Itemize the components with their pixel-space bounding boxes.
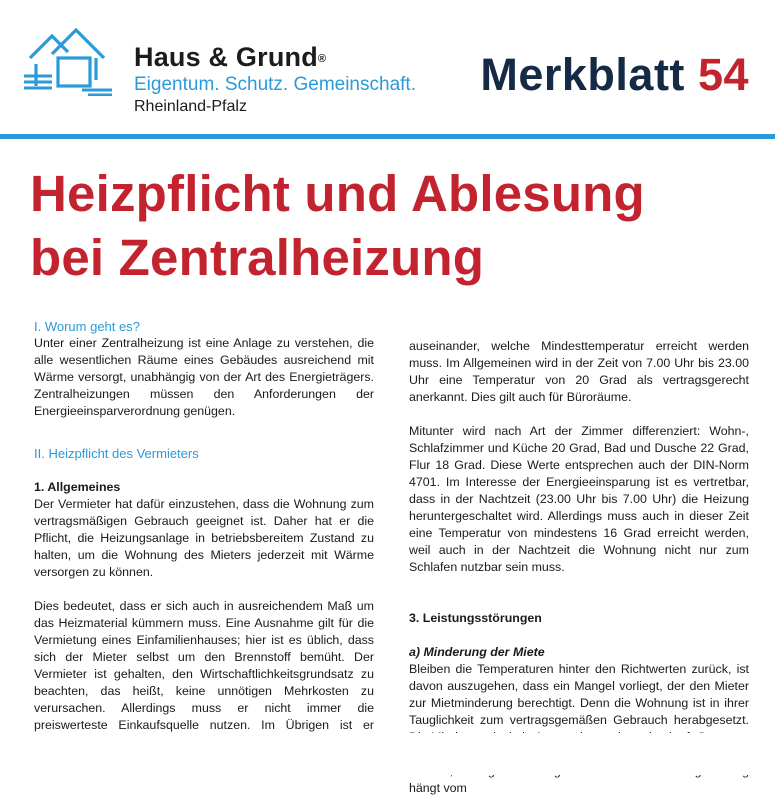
paragraph-allgemeines-1: Der Vermieter hat dafür einzustehen, dass die Wohnung zum vertragsmäßigen Gebrauch geeignet ist. Daher hat er die Pflicht, die Heizungsanlage in betriebsbereitem Zustand zu halten, um die Wohnung des Mieters jederzeit mit Wärme versorgen zu können. — [34, 497, 374, 579]
brand-region: Rheinland-Pfalz — [134, 98, 247, 111]
paragraph-allgemeines-2: Dies bedeutet, dass er sich auch in ausreichendem Maß um das Heizmaterial kümmern muss. Eine Ausnahme gilt für die Vermietung eines Einfamilienhauses; hier ist es üblich, dass sich der Mieter selbst um den Brennstoff bemüht. Der Vermieter ist gehalten, den Wirtschaftlichkeitsgrundsatz zu beachten, das heißt, keine unnötigen Mehrkosten zu verursachen. Allerdings muss er nicht immer die preiswerteste Einkaufsquelle nutzen. Im Übrigen ist er — [34, 599, 374, 732]
paragraph-worum: Unter einer Zentralheizung ist eine Anlage zu verstehen, die alle wesentlichen Räume eines Gebäudes ausreichend mit Wärme versorgt, unabhängig von der Art des Energieträgers. Zentralheizungen müssen den Anforderungen der Energieeinsparverordnung genügen. — [34, 336, 374, 418]
title-line-2: bei Zentralheizung — [30, 229, 485, 286]
paragraph-zimmer: Mitunter wird nach Art der Zimmer differenziert: Wohn-, Schlafzimmer und Küche 20 Grad, Bad und Dusche 22 Grad, Flur 18 Grad. Diese Werte entsprechen auch der DIN-Norm 4701. Im Interesse der Energieeinsparung ist es vertretbar, dass in der Nachtzeit (23.00 Uhr bis 7.00 Uhr) die Heizung heruntergeschaltet wird. Allerdings muss auch in dieser Zeit eine Temperatur von mindestens 16 Grad erreicht werden, weil auch in der Nachtzeit die Wohnung nicht nur zum Schlafen nutzbar sein muss. — [409, 424, 749, 574]
paragraph-minderung: Bleiben die Temperaturen hinter den Richtwerten zurück, ist davon auszugehen, dass ein Mangel vorliegt, der den Mieter zur Mietminderung berechtigt. Denn die Wohnung ist in ihrer Tauglichkeit zum vertragsgemäßen Gebrauch herabgesetzt. hängt vom — [409, 662, 749, 795]
brand-name — [134, 42, 416, 72]
brand-tagline: Eigentum. Schutz. Gemeinschaft. — [134, 74, 416, 95]
merkblatt-word: Merkblatt — [480, 49, 685, 100]
header-divider — [0, 134, 775, 139]
house-icon — [22, 24, 114, 96]
subheading-leistungsstoerungen: 3. Leistungsstörungen — [409, 611, 542, 625]
page-header — [0, 0, 775, 140]
page-crop-edge — [0, 733, 775, 775]
left-column — [34, 318, 374, 768]
section-heading-worum: I. Worum geht es? — [34, 319, 140, 334]
subheading-minderung: a) Minderung der Miete — [409, 645, 545, 659]
merkblatt-label — [480, 50, 749, 100]
brand-block — [134, 42, 416, 111]
right-column — [409, 338, 749, 797]
brand-name-text: Haus & Grund — [134, 42, 318, 72]
paragraph-mindesttemperatur: auseinander, welche Mindesttemperatur erreicht werden muss. Im Allgemeinen wird in der Zeit von 7.00 Uhr bis 23.00 Uhr eine Temperatur von 20 Grad als vertragsgerecht anerkannt. Dies gilt auch für Büroräume. — [409, 339, 749, 404]
subheading-allgemeines: 1. Allgemeines — [34, 480, 121, 494]
document-title — [30, 162, 760, 290]
section-heading-heizpflicht: II. Heizpflicht des Vermieters — [34, 446, 199, 461]
registered-mark: ® — [317, 53, 327, 65]
title-line-1: Heizpflicht und Ablesung — [30, 165, 645, 222]
merkblatt-number: 54 — [697, 49, 749, 100]
